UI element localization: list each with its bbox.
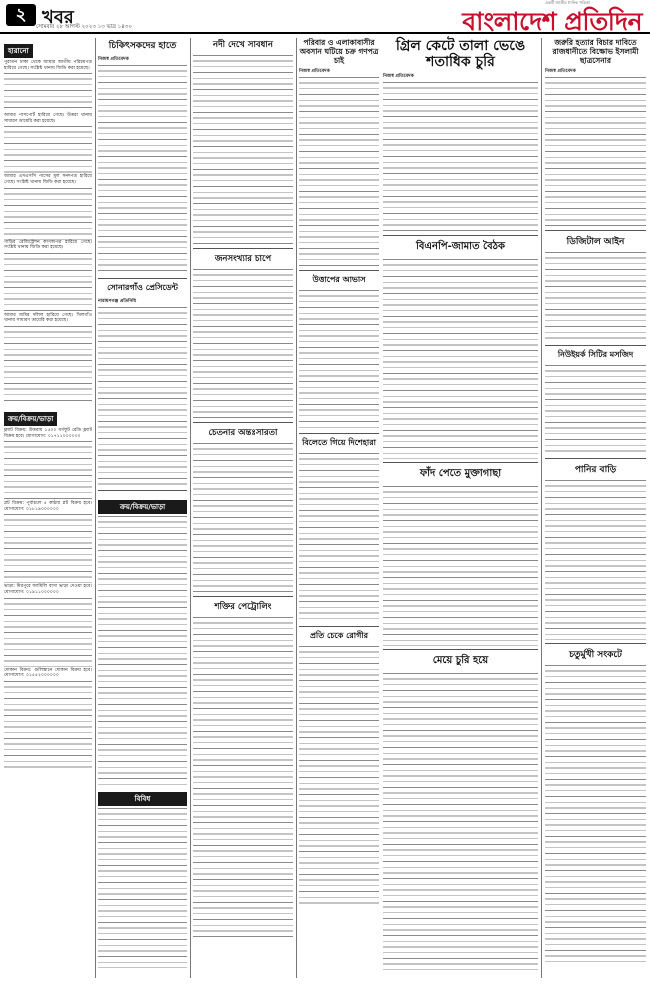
classified-heading: বিবিধ <box>98 792 187 806</box>
masthead <box>0 0 650 34</box>
article-headline: প্রতি চেকে রোগীর <box>309 630 369 640</box>
article-headline: চিকিৎসকদের হাতে <box>108 41 177 51</box>
article-headline: শক্তির পেট্রোলিং <box>214 602 272 612</box>
classified-item: আমার পাসপোর্ট হারিয়ে গেছে। উত্তরা থানায় সাধারণ ডায়েরি করা হয়েছে। <box>4 113 92 124</box>
brand-logo: বাংলাদেশ প্রতিদিন <box>462 7 642 36</box>
column-6 <box>545 38 646 965</box>
article-headline: চেতনার অন্তঃসারতা <box>208 428 278 438</box>
article-byline: নিজস্ব প্রতিবেদক <box>545 69 576 74</box>
article-byline: নিজস্ব প্রতিবেদক <box>98 57 129 62</box>
page-number: ২ <box>6 4 36 26</box>
classified-item: পুরাতন ঢাকা থেকে আমার জাতীয় পরিচয়পত্র হারিয়ে গেছে। সংশ্লিষ্ট থানায় জিডি করা হয়েছে। <box>4 60 92 71</box>
article-headline: ফাঁদ পেতে মুক্তাগাছা <box>419 468 502 479</box>
section-name: খবর <box>42 7 74 28</box>
article-headline: ডিজিটাল আইন <box>566 237 625 247</box>
column-3 <box>193 38 293 937</box>
article-headline: বিএনপি-জামাত বৈঠক <box>415 241 506 252</box>
brand-tagline: একটি জাতীয় দৈনিক পত্রিকা <box>544 0 590 5</box>
classified-item: আমার জমির দলিল হারিয়ে গেছে। খিলগাঁও থানায় সাধারণ ডায়েরি করা হয়েছে। <box>4 312 92 324</box>
column-rule <box>296 38 297 978</box>
article-headline: চতুর্মুখী সংকটে <box>569 650 622 660</box>
article-headline: পানির বাড়ি <box>574 465 617 475</box>
lead-story <box>383 38 538 973</box>
classified-item: ভাড়া: মিরপুরে ফ্যামিলি বাসা ভাড়া দেওয়া হবে। যোগাযোগ: ০১৯১১০০০০০০ <box>4 584 92 595</box>
article-headline: জনসংখ্যার চাপে <box>214 254 272 264</box>
classified-item: প্লট বিক্রয়: পূর্বাচলে ৫ কাঠার প্লট বিক্রয় হবে। যোগাযোগ: ০১৮১৯০০০০০০ <box>4 501 92 512</box>
article-headline: সোনারগাঁও প্রেসিডেন্ট <box>107 282 178 292</box>
classified-item: গাড়ির রেজিস্ট্রেশন কাগজপত্র হারিয়ে গেছে। সংশ্লিষ্ট থানায় জিডি করা হয়েছে। <box>4 239 92 251</box>
article-headline: পরিবার ও এলাকাবাসীর অবসান ঘটিয়ে চক্র গণপত্র চাই <box>299 38 379 65</box>
article-headline: জরুরি হত্যার বিচার দাবিতে রাজধানীতে বিক্ষোভ ইসলামী ছাত্রসেনার <box>552 38 639 65</box>
classifieds-column <box>4 38 92 771</box>
article-byline: নিজস্ব প্রতিবেদক <box>299 69 330 74</box>
article-headline: উত্তাপের আভাস <box>312 274 366 284</box>
classified-heading: ক্রয়/বিক্রয়/ভাড়া <box>4 412 57 426</box>
article-headline: মেয়ে চুরি হয়ে <box>432 655 489 666</box>
classified-heading: ক্রয়/বিক্রয়/ভাড়া <box>98 500 187 514</box>
article-headline: নদী দেখে সাবধান <box>213 40 273 50</box>
date-line: সোমবার ২৮ আগস্ট ২০২৩ ১৩ ভাদ্র ১৪৩০ <box>36 24 132 30</box>
classified-item: দোকান বিক্রয়: গুলিস্তানে দোকান বিক্রয় হবে। যোগাযোগ: ০১৫৫২০০০০০০ <box>4 667 92 679</box>
article-byline: নিজস্ব প্রতিবেদক <box>383 74 414 79</box>
classified-heading: হারানো <box>4 44 33 58</box>
column-4 <box>299 38 379 906</box>
article-byline: নারায়ণগঞ্জ প্রতিনিধি <box>98 299 137 304</box>
article-headline: নিউইয়র্ক সিটির মসজিদ <box>557 349 634 359</box>
lead-headline: শতাধিক চুরি <box>426 54 495 70</box>
column-rule <box>541 38 542 978</box>
article-headline: বিলেতে গিয়ে দিশেহারা <box>302 437 376 447</box>
classified-item: আমার এসএসসি পাসের মূল সনদপত্র হারিয়ে গেছে। সংশ্লিষ্ট থানায় জিডি করা হয়েছে। <box>4 174 92 185</box>
lead-headline: গ্রিল কেটে তালা ভেঙে <box>395 38 526 54</box>
classified-item: ফ্ল্যাট বিক্রয়: উত্তরায় ১৫০০ বর্গফুট রেডি ফ্ল্যাট বিক্রয় হবে। যোগাযোগ: ০১৭১১০০০০০০ <box>4 427 92 439</box>
column-rule <box>190 38 191 978</box>
column-rule <box>95 38 96 978</box>
column-2 <box>98 38 187 968</box>
